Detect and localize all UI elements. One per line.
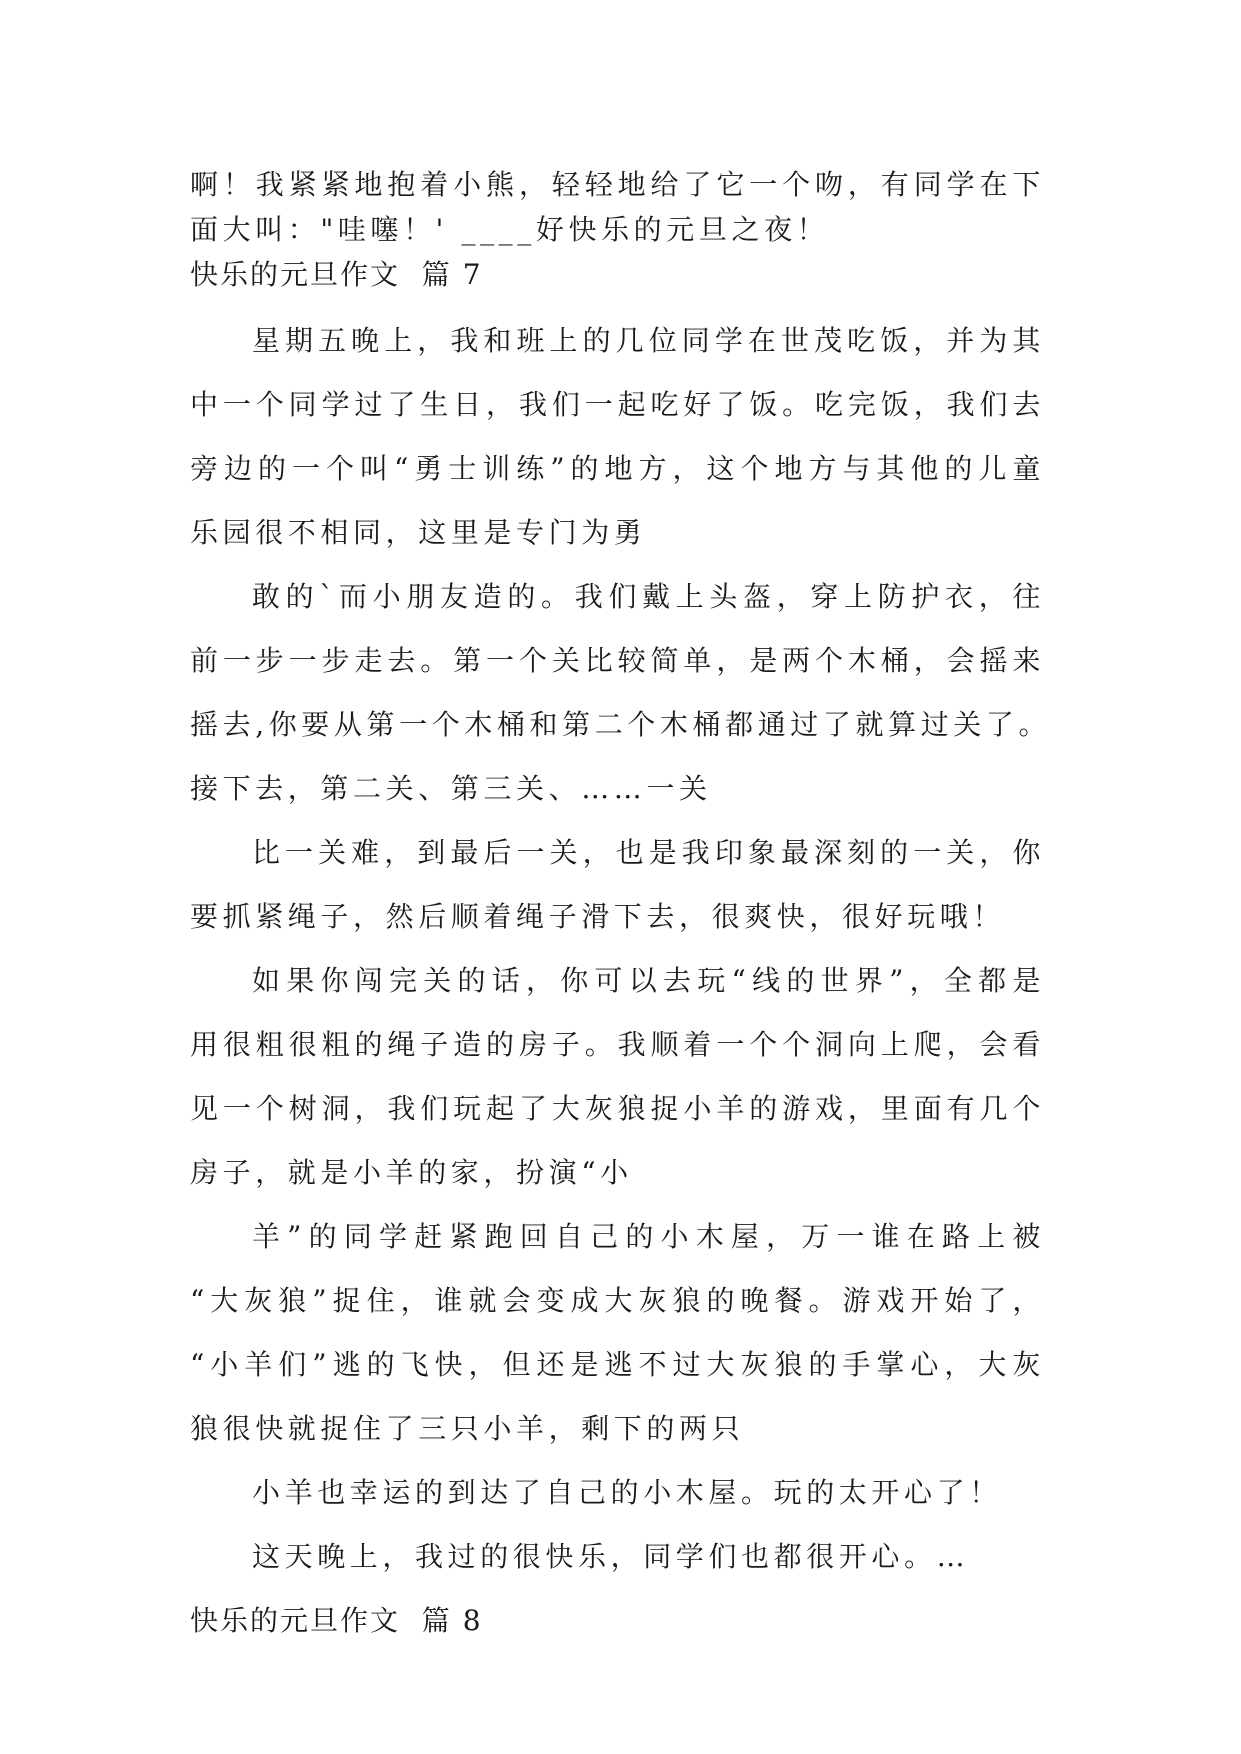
- text-line: 如果你闯完关的话，你可以去玩“线的世界”，全都是: [252, 964, 1045, 997]
- text-line: 见一个树洞，我们玩起了大灰狼捉小羊的游戏，里面有几个: [190, 1092, 1045, 1125]
- text-line: 中一个同学过了生日，我们一起吃好了饭。吃完饭，我们去: [190, 388, 1045, 421]
- text-line: 乐园很不相同，这里是专门为勇: [190, 516, 647, 549]
- paragraph: [190, 1470, 1045, 1515]
- section-heading-8: 快乐的元旦作文 篇 8: [190, 1604, 483, 1637]
- text-line: 摇去,你要从第一个木桶和第二个木桶都通过了就算过关了。: [190, 708, 1052, 741]
- paragraph: [190, 1214, 1045, 1451]
- paragraph: [190, 574, 1052, 811]
- section-heading-7: 快乐的元旦作文 篇 7: [190, 258, 483, 291]
- text-line: 旁边的一个叫“勇士训练”的地方，这个地方与其他的儿童: [190, 452, 1045, 485]
- paragraph: [190, 1534, 1045, 1579]
- text-line: 狼很快就捉住了三只小羊，剩下的两只: [190, 1412, 745, 1445]
- paragraph: [190, 958, 1045, 1195]
- text-line: 这天晚上，我过的很快乐，同学们也都很开心。…: [252, 1540, 970, 1573]
- text-line: 前一步一步走去。第一个关比较简单，是两个木桶，会摇来: [190, 644, 1045, 677]
- text-line: 接下去，第二关、第三关、……一关: [190, 772, 712, 805]
- text-line: 房子，就是小羊的家，扮演“小: [190, 1156, 633, 1189]
- text-line: 啊！我紧紧地抱着小熊，轻轻地给了它一个吻，有同学在下: [190, 168, 1045, 201]
- text-line: “小羊们”逃的飞快，但还是逃不过大灰狼的手掌心，大灰: [190, 1348, 1045, 1381]
- paragraph: [190, 830, 1045, 939]
- text-line: 比一关难，到最后一关，也是我印象最深刻的一关，你: [252, 836, 1045, 869]
- text-line: 敢的`而小朋友造的。我们戴上头盔，穿上防护衣，往: [252, 580, 1045, 613]
- text-line: 要抓紧绳子，然后顺着绳子滑下去，很爽快，很好玩哦！: [190, 900, 1006, 933]
- text-line: 星期五晚上，我和班上的几位同学在世茂吃饭，并为其: [252, 324, 1045, 357]
- text-line: 用很粗很粗的绳子造的房子。我顺着一个个洞向上爬，会看: [190, 1028, 1045, 1061]
- document-body: [190, 162, 1052, 1643]
- text-line: 小羊也幸运的到达了自己的小木屋。玩的太开心了！: [252, 1476, 1002, 1509]
- text-line: 羊”的同学赶紧跑回自己的小木屋，万一谁在路上被: [252, 1220, 1045, 1253]
- paragraph: [190, 318, 1045, 555]
- text-line: 面大叫："哇噻！' ____好快乐的元旦之夜！: [190, 213, 830, 246]
- text-line: “大灰狼”捉住，谁就会变成大灰狼的晚餐。游戏开始了，: [190, 1284, 1045, 1317]
